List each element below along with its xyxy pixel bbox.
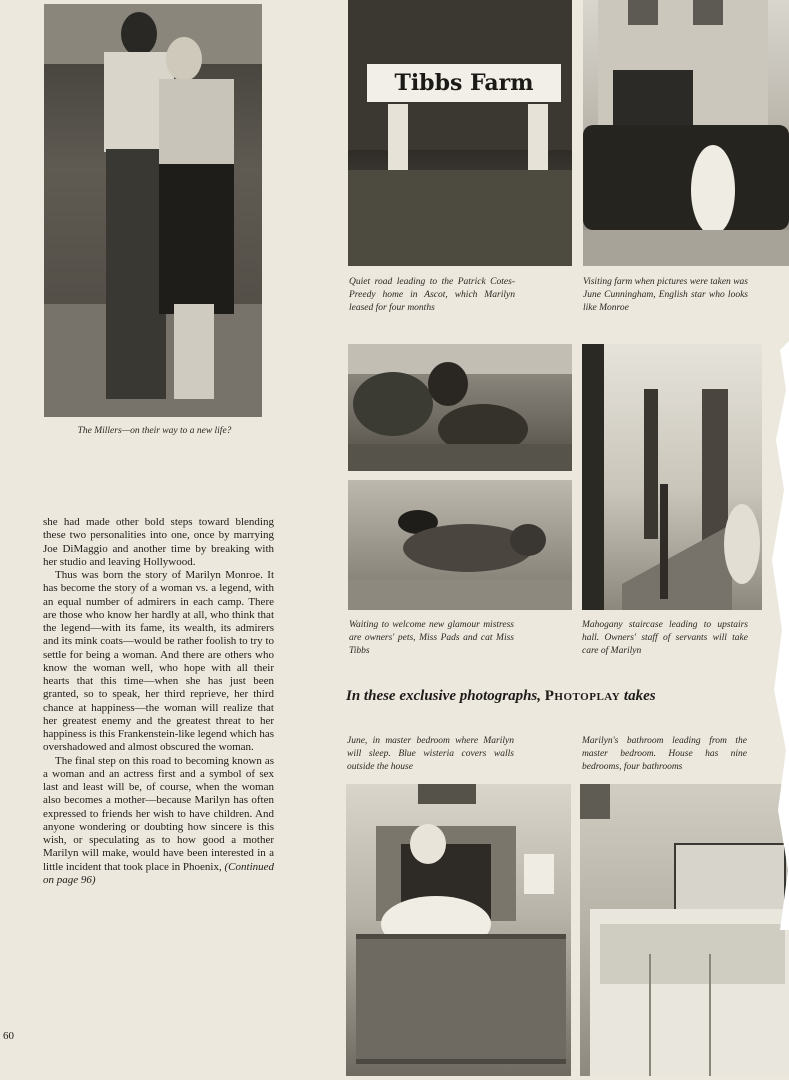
bathroom-caption: Marilyn's bathroom leading from the master bedroom. House has nine bedrooms, four bathrooms bbox=[582, 736, 747, 772]
headline-lead: In these exclusive photographs, bbox=[346, 688, 542, 704]
bedroom-photo bbox=[346, 784, 571, 1076]
tibbs-farm-road-photo bbox=[348, 0, 572, 266]
visitor-car-photo bbox=[583, 0, 789, 266]
cat-photo bbox=[348, 480, 572, 610]
dog-photo bbox=[348, 344, 572, 471]
bedroom-caption: June, in master bedroom where Marilyn will sleep. Blue wisteria covers walls outside the house bbox=[347, 736, 514, 772]
photo-spread-headline bbox=[346, 688, 776, 705]
article-body bbox=[43, 516, 274, 887]
article-paragraph bbox=[43, 755, 274, 888]
bathroom-photo bbox=[580, 784, 789, 1076]
article-paragraph: she had made other bold steps toward blending these two personalities into one, once by marrying Joe DiMaggio and another time by breaking with her studio and leaving Hollywood. bbox=[43, 516, 274, 568]
road-caption: Quiet road leading to the Patrick Cotes-Preedy home in Ascot, which Marilyn leased for four months bbox=[349, 277, 515, 313]
visitor-caption: Visiting farm when pictures were taken was June Cunningham, English star who looks like Monroe bbox=[583, 277, 748, 313]
article-paragraph-text: The final step on this road to becoming known as a woman and an actress first and a symbol of sex last and least will be, of course, when the woman also becomes a mother—because Marilyn has often expressed to friends her wish to have children. And anyone wondering or doubting how sincere is this wish, or speculating as to how good a mother Marilyn will make, would have been interested in a little incident that took place in Phoenix, bbox=[43, 754, 274, 873]
tibbs-farm-sign: Tibbs Farm bbox=[365, 62, 563, 104]
continued-on-link[interactable]: (Continued on page 96) bbox=[43, 860, 275, 886]
staircase-photo bbox=[582, 344, 762, 610]
torn-page-edge bbox=[760, 330, 789, 930]
headline-tail: takes bbox=[623, 688, 656, 704]
millers-caption: The Millers—on their way to a new life? bbox=[77, 426, 232, 436]
staircase-caption: Mahogany staircase leading to upstairs hall. Owners' staff of servants will take care of Marilyn bbox=[582, 620, 748, 656]
article-paragraph: Thus was born the story of Marilyn Monroe. It has become the story of a woman vs. a legend, with an equal number of admirers in each camp. There are those who know her hardly at all, who think that the legend—with its fame, its wealth, its admirers and its mink coats—would be rather foolish to try to settle for being a woman. And there are others who know the woman well, who hope with all their hearts that this time—when she has just been granted, so to speak, her third reprieve, her third chance at happiness—the woman will realize that her greatest enemy and the greatest threat to her happiness is this Frankenstein-like legend which has overshadowed and almost obscured the woman. bbox=[43, 569, 274, 754]
pets-caption: Waiting to welcome new glamour mistress are owners' pets, Miss Pads and cat Miss Tibbs bbox=[349, 620, 514, 656]
page-number: 60 bbox=[3, 1030, 14, 1042]
millers-photo bbox=[44, 4, 262, 417]
headline-brand: Photoplay bbox=[544, 688, 621, 704]
